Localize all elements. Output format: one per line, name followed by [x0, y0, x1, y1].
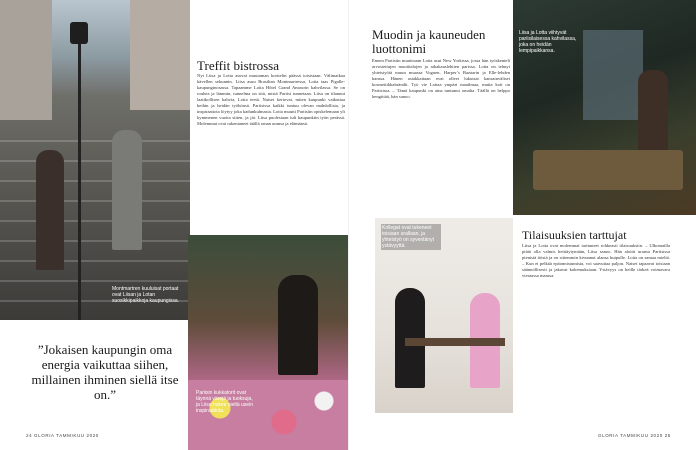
photo-caption: Pariisin kukkatorit ovat täynnä värejä ja tuoksuja, ja Liisa hakee sieltä usein inspiraatiota. — [196, 390, 253, 414]
street-lamp — [70, 22, 88, 44]
section-heading: Tilaisuuksien tarttujat — [522, 228, 627, 242]
person-figure — [36, 150, 64, 270]
article-body: Ennen Pariisiin muuttoaan Lotta asui New Yorkissa, jossa hän työskenteli arvostettujen muotitalojen ja aikakauslehtien parissa. Lotta on tehnyt yhteistyötä muun muassa Voguen, Harper’s Bazaarin ja Elle-lehden kanssa. Hänen asiakkaitaan ovat olleet lukuisat kansainväliset kosmetiikkabrändit. Työ vie Lottaa ympäri maailmaa, mutta koti on Pariisissa. – Tämä kaupunki on aina tuntunut omalta. Täällä on helppo hengittää, hän sanoo. — [372, 58, 510, 99]
photo-caption: Montmartren kuuluisat portaat ovat Liisan ja Lotan suosikkipaikkoja kaupungissa. — [112, 286, 179, 304]
article-body: Nyt Liisa ja Lotta asuvat muutaman korttelin päässä toisistaan. Välimatkaa kävellen sekunnin. Liisa asuu Brasilian Montmartressa, Lotta taas Pigalle-kaupunginosassa. Tapaamme Lotta Hôtel Grand Amourin kahvilassa. Se on rouhea ja lämmin, tunnelma on sitä, mistä Pariisi tunnetaan. Liisa on tilannut laatikollisen kahvia, Lotta teetä. Naiset kertovat, miten kaupunki vaikuttaa heihin ja heidän työhönsä. Pariisissa kaikki tuntuu olevan mahdollista, ja inspiraatiota löytyy joka kadunkulmasta. Lotta muutti Pariisiin opiskelemaan yli kymmenen vuotta sitten, ja jäi. Liisa puolestaan tuli kaupunkiin työn perässä. Molemmat ovat rakentaneet täällä oman uransa ja elämänsä. — [197, 73, 345, 126]
section-heading: Muodin ja kauneuden luottonimi — [372, 27, 486, 56]
section-heading: Treffit bistrossa — [197, 58, 279, 73]
photo-caption: Kollegat ovat tukeneet toisiaan urallaan, ja yhteistyö on syventänyt ystävyyttä. — [381, 224, 441, 250]
person-figure — [278, 275, 318, 375]
pull-quote: ”Jokaisen kaupungin oma energia vaikuttaa siihen, millainen ihminen siellä itse on.” — [31, 342, 179, 402]
studio-photo — [375, 218, 513, 413]
page-fold — [348, 0, 349, 450]
page-footer: GLORIA TAMMIKUU 2020 25 — [598, 433, 671, 438]
table — [405, 338, 505, 346]
cafe-photo — [513, 0, 696, 215]
flower-market-photo — [188, 235, 348, 450]
page-footer: 24 GLORIA TAMMIKUU 2020 — [26, 433, 99, 438]
article-body: Liisa ja Lotta ovat molemmat tarttuneet rohkeasti tilaisuuksiin. – Ulkomailla pitää olla valmis heittäytymään, Liisa sanoo. Hän aloitti uransa Pariisissa pienistä töistä ja on sittemmin kivunnut alansa huipulle. Lotta on samaa mieltä. – Kun ei pelkää epäonnistumista, voi saavuttaa paljon. Naiset tapaavat toisiaan säännöllisesti ja jakavat kokemuksiaan. Ystävyys on heille tärkeä voimavara vieraassa maassa. — [522, 243, 670, 278]
cafe-table — [533, 150, 683, 190]
person-figure — [112, 130, 142, 250]
stairs-photo — [0, 0, 190, 320]
cafe-window — [583, 30, 643, 120]
photo-caption: Liisa ja Lotta viihtyvät pariisilaisessa kahvilassa, joka on heidän lempipaikkansa. — [519, 30, 577, 54]
